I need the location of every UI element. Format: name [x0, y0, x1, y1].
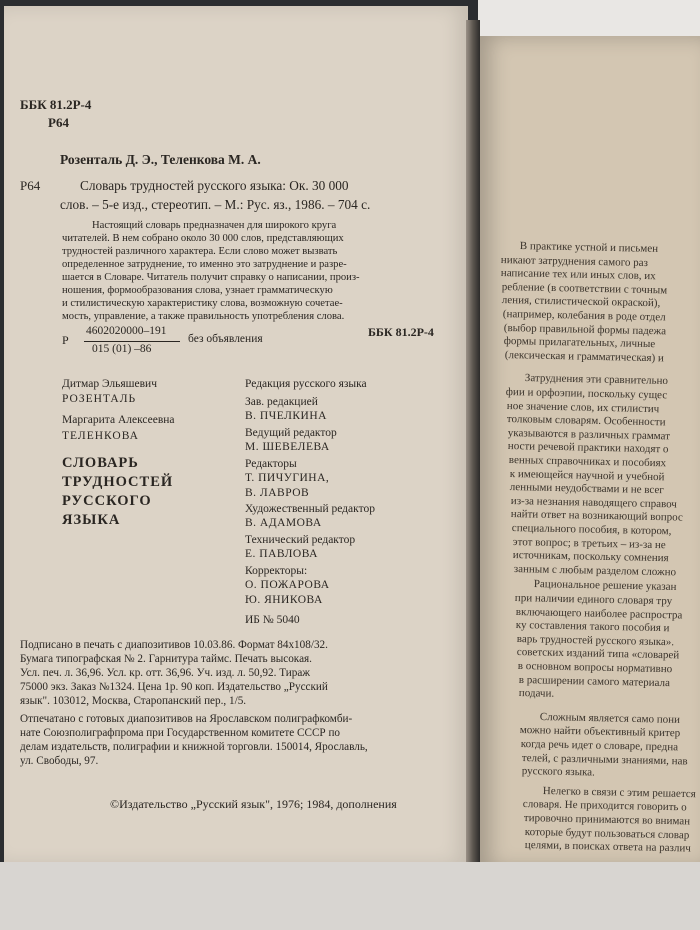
right-page-line: можно найти объективный критер [519, 724, 681, 740]
credit-role: Ведущий редактор [245, 427, 337, 439]
price-code-letter: Р [62, 333, 69, 347]
right-page-line: (например, колебания в роде отдел [502, 308, 666, 324]
authors-line: Розенталь Д. Э., Теленкова М. А. [60, 152, 261, 167]
right-page-line: ребление (в соответствии с точным [501, 280, 668, 297]
credit-name: Ю. ЯНИКОВА [245, 594, 323, 606]
credit-role: Зав. редакцией [245, 396, 318, 408]
catalog-code-top: Р64 [48, 115, 69, 130]
right-page-line: из-за незнания наводящего справоч [510, 494, 678, 511]
abstract-line: ношения, формообразования слова, узнает грамматическую [62, 285, 333, 296]
abstract-line: и стилистическую характеристику слова, возможную сочетае- [62, 298, 343, 309]
abstract-line: определенное затруднение, то именно это затруднение и разре- [62, 259, 347, 270]
right-page-line: в основном вопросы нормативно [517, 660, 673, 676]
price-note: без объявления [188, 333, 263, 345]
right-page-line: В практике устной и письмен [519, 240, 659, 255]
right-page-line: никают затруднения самого раз [500, 253, 649, 269]
credit-role: Художественный редактор [245, 503, 375, 515]
right-page-line: когда речь идет о словаре, предна [520, 738, 679, 754]
right-page-line: словаря. Не приходится говорить о [522, 798, 687, 814]
price-numerator: 4602020000–191 [86, 325, 167, 337]
entry-line: Словарь трудностей русского языка: Ок. 30 000 [80, 178, 349, 193]
right-page-line: венных справочниках и пособиях [508, 454, 667, 470]
right-page-line: Сложным является само пони [539, 710, 681, 726]
book-title-line: СЛОВАРЬ [62, 455, 139, 471]
imprint-line: Бумага типографская № 2. Гарнитура таймс. Печать высокая. [20, 653, 312, 665]
credit-name: Е. ПАВЛОВА [245, 548, 318, 560]
right-page-line: толковым словарям. Особенности [506, 413, 666, 429]
author1-given-name: Дитмар Эльяшевич [62, 378, 157, 390]
author1-surname: РОЗЕНТАЛЬ [62, 393, 137, 405]
right-page-line: (выбор правильной формы падежа [503, 321, 667, 337]
book-title-line: ЯЗЫКА [62, 512, 121, 528]
book-title-line: РУССКОГО [62, 493, 152, 509]
right-page-line: тировочно принимаются во вниман [523, 812, 691, 828]
right-page-line: русского языка. [521, 765, 595, 779]
right-page-line: включающего наиболее распростра [515, 605, 683, 622]
right-page-line: подачи. [518, 687, 555, 700]
abstract-line: шается в Словаре. Читатель получит справку о написании, произ- [62, 272, 360, 283]
abstract-line: читателей. В нем собрано около 30 000 слов, представляющих [62, 233, 344, 244]
author2-given-name: Маргарита Алексеевна [62, 414, 175, 426]
credit-name: В. ПЧЕЛКИНА [245, 410, 327, 422]
credit-name: Т. ПИЧУГИНА, [245, 472, 330, 484]
entry-line: слов. – 5-е изд., стереотип. – М.: Рус. яз., 1986. – 704 с. [60, 197, 371, 212]
right-page-line: Рациональное решение указан [533, 578, 677, 594]
printer-line: ул. Свободы, 97. [20, 755, 99, 767]
book-title-line: ТРУДНОСТЕЙ [62, 474, 174, 490]
right-page-line: ленными неудобствами и не всег [509, 481, 665, 497]
right-page-line: найти ответ на возникающий вопрос [510, 508, 683, 524]
right-page-line: ности речевой практики находят о [507, 440, 669, 456]
credit-name: В. АДАМОВА [245, 517, 322, 529]
credit-name: В. ЛАВРОВ [245, 487, 310, 499]
right-page-line: указываются в различных граммат [507, 426, 671, 443]
entry-code: Р64 [20, 178, 41, 193]
right-page-line: варь трудностей русского языка». [516, 632, 675, 649]
right-page-line: этот вопрос; в третьих – из-за не [512, 535, 666, 551]
printer-line: нате Союзполиграфпрома при Государственном комитете СССР по [20, 727, 341, 739]
imprint-line: язык". 103012, Москва, Старопанский пер., 1/5. [20, 695, 247, 707]
credit-role: Редакторы [245, 458, 297, 470]
right-page-line: ку составления такого пособия и [515, 619, 670, 635]
right-page-line: формы прилагательных, личные [503, 335, 656, 351]
imprint-line: Подписано в печать с диапозитивов 10.03.86. Формат 84х108/32. [20, 639, 328, 651]
credit-role: Редакция русского языка [245, 378, 367, 390]
printer-line: делам издательств, полиграфии и книжной торговли. 150014, Ярославль, [20, 741, 368, 753]
right-page-line: к имеющейся научной и учебной [509, 467, 665, 483]
credit-role: Корректоры: [245, 565, 308, 577]
right-page-line: которые будут пользоваться словар [524, 825, 690, 842]
fraction-bar [84, 341, 180, 342]
printer-line: Отпечатано с готовых диапозитивов на Ярославском полиграфкомби- [20, 713, 353, 725]
abstract-line: трудностей различного характера. Если слово может вызвать [62, 246, 338, 257]
right-page-line: фии и орфоэпии, поскольку сущес [505, 386, 668, 402]
credit-role: Технический редактор [245, 534, 356, 546]
right-page-line: написание тех или иных слов, их [500, 267, 656, 283]
credit-name: О. ПОЖАРОВА [245, 579, 330, 591]
right-page-line: ное значение слов, их стилистич [506, 399, 660, 415]
abstract-line: Настоящий словарь предназначен для широкого круга [92, 220, 337, 231]
right-page-line: Затруднения эти сравнительно [524, 372, 669, 388]
right-page-line: Нелегко в связи с этим решается [542, 784, 696, 800]
imprint-line: Усл. печ. л. 36,96. Усл. кр. отт. 36,96. Уч. изд. л. 50,92. Тираж [20, 667, 311, 679]
author2-surname: ТЕЛЕНКОВА [62, 430, 139, 442]
right-page-line: специального пособия, в котором, [511, 522, 672, 538]
right-page-line: (лексическая и грамматическая) и [504, 348, 664, 365]
right-page-line: занным с любым разделом сложно [513, 562, 677, 579]
abstract-line: мость, управление, а также правильность употребления слова. [62, 311, 345, 322]
right-page-line: источникам, поскольку сомнения [512, 549, 669, 565]
credit-name: М. ШЕВЕЛЕВА [245, 441, 330, 453]
imprint-line: 75000 экз. Заказ №1324. Цена 1р. 90 коп. Издательство „Русский [20, 681, 328, 693]
right-page-line: советских изданий типа «словарей [516, 646, 680, 662]
bbk-code-top: ББК 81.2Р-4 [20, 97, 92, 112]
right-page-line: при наличии единого словаря тру [514, 592, 673, 608]
book-gutter [466, 20, 480, 868]
ib-number: ИБ № 5040 [245, 614, 300, 626]
right-page-line: телей, с различными знаниями, нав [521, 751, 688, 768]
right-page-line: целями, в поисках ответа на различ [524, 839, 691, 855]
price-denominator: 015 (01) –86 [92, 343, 152, 355]
right-page-line: в расширении самого материала [518, 673, 671, 689]
copyright-line: ©Издательство „Русский язык", 1976; 1984, дополнения [110, 797, 397, 811]
right-page-line: ления, стилистической окраской), [501, 294, 661, 310]
table-surface [0, 862, 700, 930]
bbk-code-bottom: ББК 81.2Р-4 [368, 325, 434, 339]
